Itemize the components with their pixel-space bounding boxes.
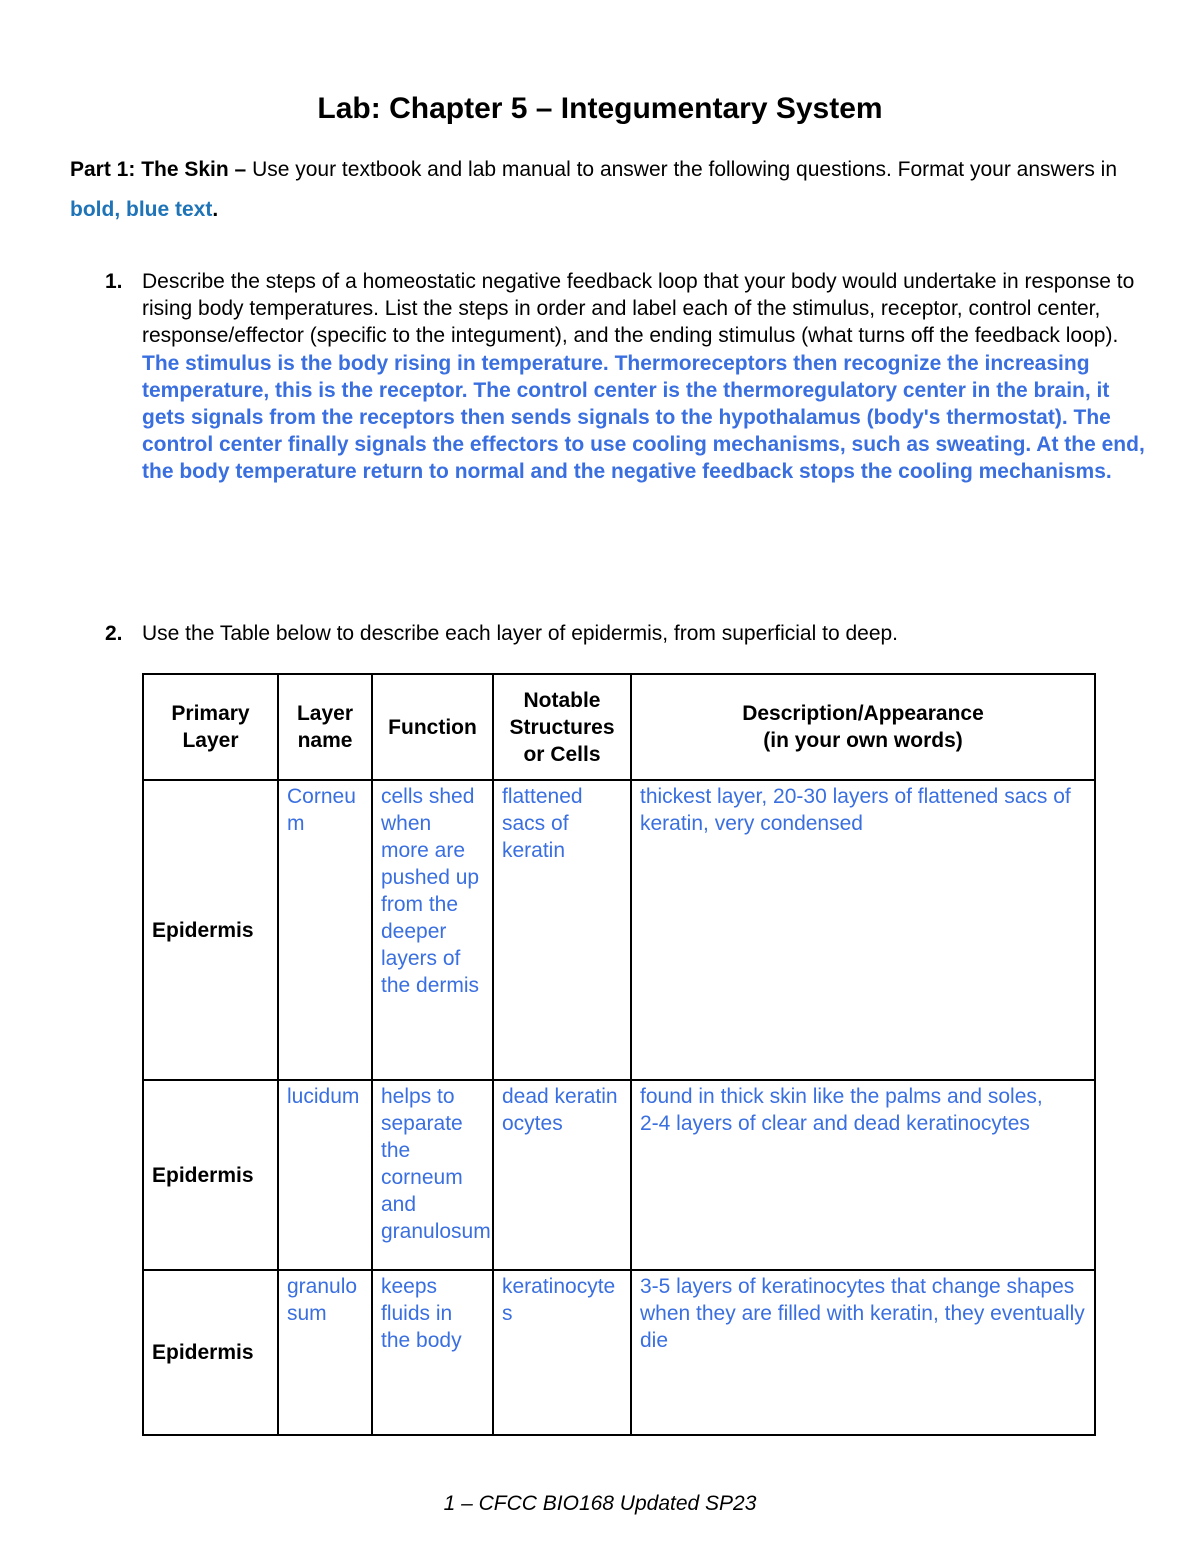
format-emphasis: bold, blue text [70,198,213,221]
part1-label: Part 1: The Skin – [70,158,247,181]
cell-notable: dead keratinocytes [493,1080,631,1270]
question-1 [105,268,1145,486]
cell-description-line1: found in thick skin like the palms and soles, [640,1085,1043,1108]
header-description-line2: (in your own words) [763,729,963,752]
cell-description: thickest layer, 20-30 layers of flattened sacs of keratin, very condensed [631,780,1095,1080]
table-header-row [143,674,1095,780]
table-row [143,1270,1095,1435]
epidermis-table [142,673,1096,1436]
question-1-prompt: Describe the steps of a homeostatic negative feedback loop that your body would undertake in response to rising body temperatures. List the steps in order and label each of the stimulus, receptor, control center, response/effector (specific to the integument), and the ending stimulus (what turns off the feedback loop). [142,270,1135,348]
cell-function: helps to separate the corneum and granulosum [372,1080,493,1270]
header-description [631,674,1095,780]
question-2-prompt: Use the Table below to describe each layer of epidermis, from superficial to deep. [142,622,899,645]
cell-notable: keratinocytes [493,1270,631,1435]
cell-function: cells shed when more are pushed up from the deeper layers of the dermis [372,780,493,1080]
cell-layer: Corneum [278,780,372,1080]
table-row [143,780,1095,1080]
question-2 [105,620,1145,647]
header-description-line1: Description/Appearance [742,702,984,725]
question-1-answer: The stimulus is the body rising in temperature. Thermoreceptors then recognize the increasing temperature, this is the receptor. The control center is the thermoregulatory center in the brain, it gets signals from the receptors then sends signals to the hypothalamus (body's thermostat). The control center finally signals the effectors to use cooling mechanisms, such as sweating. At the end, the body temperature return to normal and the negative feedback stops the cooling mechanisms. [142,351,1145,484]
cell-description [631,1080,1095,1270]
cell-primary: Epidermis [143,780,278,1080]
part1-instructions [70,150,1140,230]
question-2-number: 2. [105,622,123,645]
part1-instruction-text: Use your textbook and lab manual to answer the following questions. Format your answers in [246,158,1118,181]
format-period: . [212,198,219,221]
cell-function: keeps fluids in the body [372,1270,493,1435]
cell-description: 3-5 layers of keratinocytes that change shapes when they are filled with keratin, they eventually die [631,1270,1095,1435]
question-1-number: 1. [105,270,123,293]
header-layer-name: Layer name [278,674,372,780]
table-row [143,1080,1095,1270]
header-function: Function [372,674,493,780]
header-notable: Notable Structures or Cells [493,674,631,780]
cell-description-line2: 2-4 layers of clear and dead keratinocytes [640,1112,1030,1135]
cell-layer: granulosum [278,1270,372,1435]
cell-primary: Epidermis [143,1080,278,1270]
cell-primary: Epidermis [143,1270,278,1435]
page-title: Lab: Chapter 5 – Integumentary System [317,92,883,125]
cell-layer: lucidum [278,1080,372,1270]
page-footer: 1 – CFCC BIO168 Updated SP23 [443,1492,757,1515]
header-primary-layer: Primary Layer [143,674,278,780]
cell-notable: flattened sacs of keratin [493,780,631,1080]
